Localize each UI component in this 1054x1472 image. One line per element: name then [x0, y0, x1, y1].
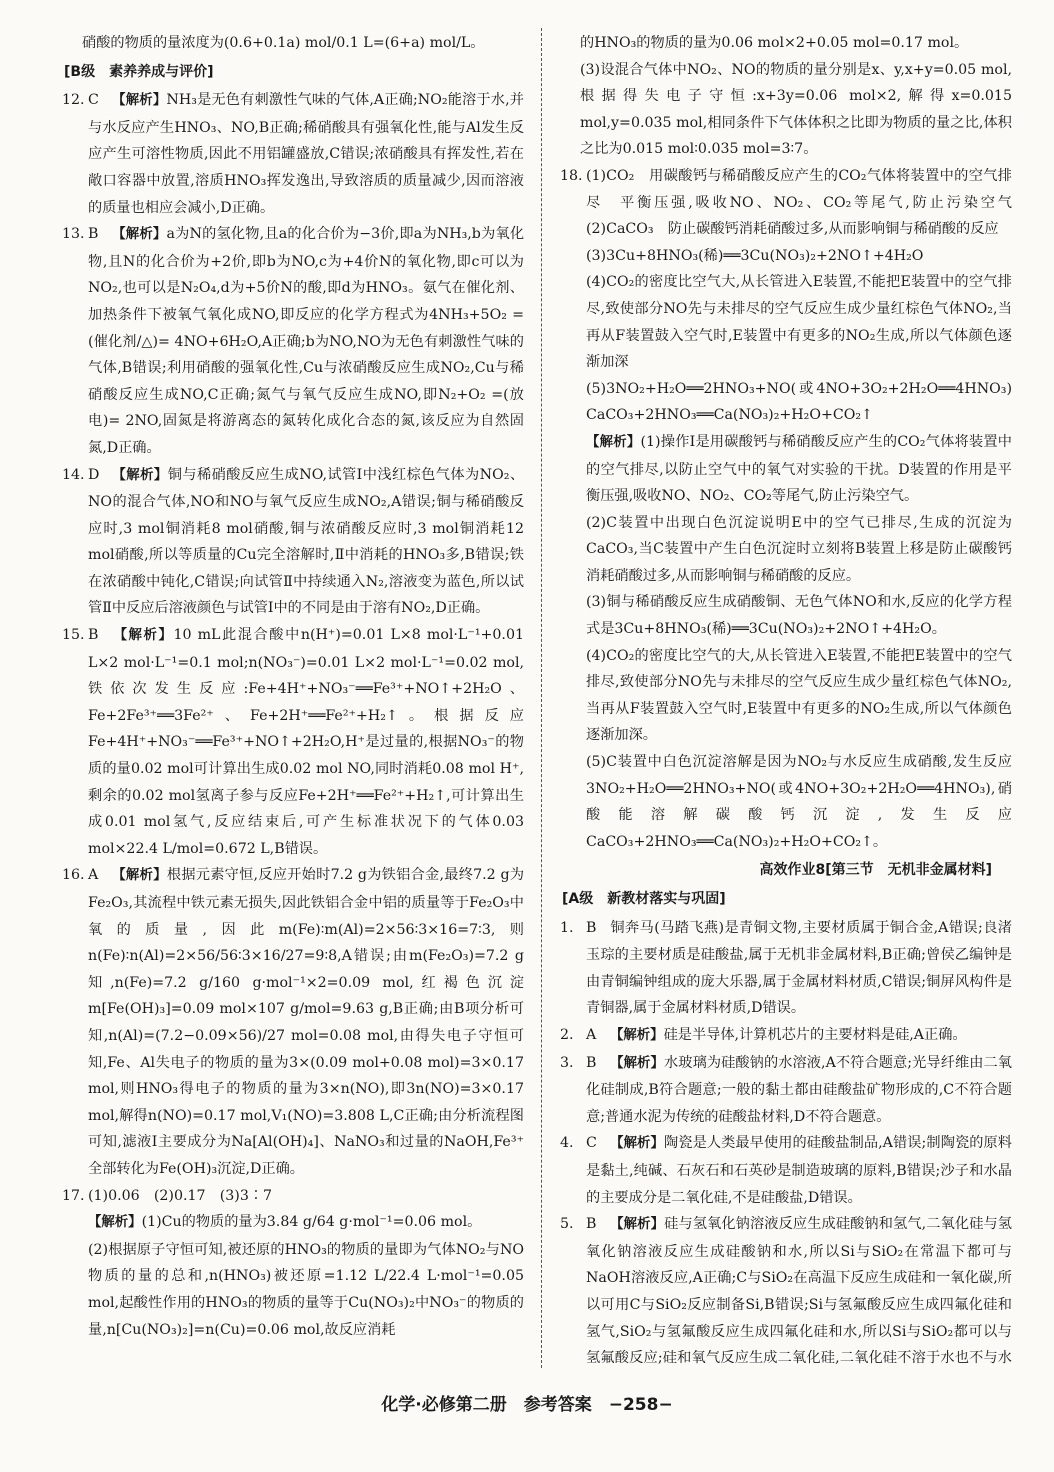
answer-item-17 [62, 1183, 524, 1344]
answer-item-3 [560, 1050, 1012, 1131]
continued-paragraph: (3)设混合气体中NO₂、NO的物质的量分别是x、y,x+y=0.05 mol,根据得失电子守恒:x+3y=0.06 mol×2,解得x=0.015 mol,y=0.035 mol,相同条件下气体体积之比即为物质的量之比,体积之比为0.015 mol∶0.035 mol=3∶7。 [580, 61, 1012, 158]
analysis-tag: 【解析】 [112, 868, 167, 884]
item-answer: B [586, 1216, 597, 1233]
explanation-part-3: (3)铜与稀硝酸反应生成硝酸铜、无色气体NO和水,反应的化学方程式是3Cu+8HNO₃(稀)══3Cu(NO₃)₂+2NO↑+4H₂O。 [586, 594, 1012, 638]
item-number: 4. [560, 1135, 574, 1152]
item-explanation: 硅与氢氧化钠溶液反应生成硅酸钠和氢气,二氧化硅与氢氧化钠溶液反应生成硅酸钠和水,所以Si与SiO₂在常温下都可与NaOH溶液反应,A正确;C与SiO₂在高温下反应生成硅和一氧化碳,所以可用C与SiO₂反应制备Si,B错误;Si与氢氟酸反应生成四氟化硅和氢气,SiO₂与氢氟酸反应生成四氟化硅和水,所以Si与SiO₂都可以与氢氟酸反应;硅和氧气反应生成二氧化硅,二氧化硅不溶于水也不与水 [586, 1216, 1012, 1367]
item-answer: B [88, 627, 99, 644]
item-answers: (1)0.06 (2)0.17 (3)3∶7 [88, 1187, 273, 1204]
item-answer: B [586, 1054, 597, 1071]
analysis-tag: 【解析】 [610, 1055, 665, 1071]
answer-part-1-2: (1)CO₂ 用碳酸钙与稀硝酸反应产生的CO₂气体将装置中的空气排尽 平衡压强,吸收NO、NO₂、CO₂等尾气,防止污染空气 (2)CaCO₃ 防止碳酸钙消耗硝酸过多,从而影响铜与稀硝酸的反应 [586, 167, 1012, 238]
item-explanation: a为N的氢化物,且a的化合价为−3价,即a为NH₃,b为氧化物,且N的化合价为+2价,即b为NO,c为+4价N的氧化物,即c可以为NO₂,也可以是N₂O₄,d为+5价N的酸,即d为HNO₃。氨气在催化剂、加热条件下被氧气氧化成NO,即反应的化学方程式为4NH₃+5O₂ =(催化剂/△)= 4NO+6H₂O,A正确;b为NO,NO为无色有刺激性气味的气体,B错误;利用硝酸的强氧化性,Cu与浓硝酸反应生成NO₂,Cu与稀硝酸反应生成NO,C正确;氮气与氧气反应生成NO,即N₂+O₂ =(放电)= 2NO,固氮是将游离态的氮转化成化合态的氮,该反应为自然固氮,D正确。 [88, 226, 524, 456]
continued-line: 的HNO₃的物质的量为0.06 mol×2+0.05 mol=0.17 mol。 [580, 35, 969, 51]
answer-part-3: (3)3Cu+8HNO₃(稀)══3Cu(NO₃)₂+2NO↑+4H₂O [586, 247, 924, 264]
item-answer: A [586, 1026, 597, 1043]
item-number: 5. [560, 1216, 574, 1233]
analysis-tag: 【解析】 [610, 1136, 665, 1152]
right-column [560, 30, 1012, 1370]
answer-part-4: (4)CO₂的密度比空气大,从长管进入E装置,不能把E装置中的空气排尽,致使部分NO先与未排尽的空气反应生成少量红棕色气体NO₂,当再从F装置鼓入空气时,E装置中有更多的NO₂生成,所以气体颜色逐渐加深 [586, 274, 1012, 371]
left-column [62, 30, 524, 1370]
answer-item-12 [62, 87, 524, 221]
analysis-tag: 【解析】 [112, 628, 174, 644]
item-number: 15. [62, 627, 85, 644]
item-number: 17. [62, 1187, 85, 1204]
analysis-tag: 【解析】 [586, 434, 641, 450]
answer-item-18 [560, 163, 1012, 855]
item-explanation: 陶瓷是人类最早使用的硅酸盐制品,A错误;制陶瓷的原料是黏土,纯碱、石灰石和石英砂是制造玻璃的原料,B错误;沙子和水晶的主要成分是二氧化硅,不是硅酸盐,D错误。 [586, 1135, 1012, 1206]
analysis-part-2: (2)根据原子守恒可知,被还原的HNO₃的物质的量即为气体NO₂与NO物质的量的总和,n(HNO₃)被还原=1.12 L/22.4 L·mol⁻¹=0.05 mol,起酸性作用的HNO₃的物质的量等于Cu(NO₃)₂中NO₃⁻的物质的量,n[Cu(NO₃)₂]=n(Cu)=0.06 mol,故反应消耗 [88, 1241, 524, 1338]
analysis-tag: 【解析】 [610, 1027, 664, 1043]
item-answer: C [586, 1135, 597, 1152]
item-answer: B [88, 226, 99, 243]
explanation-part-1: (1)操作Ⅰ是用碳酸钙与稀硝酸反应产生的CO₂气体将装置中的空气排尽,以防止空气中的氧气对实验的干扰。D装置的作用是平衡压强,吸收NO、NO₂、CO₂等尾气,防止污染空气。 [586, 433, 1012, 505]
analysis-part-1: (1)Cu的物质的量为3.84 g/64 g·mol⁻¹=0.06 mol。 [141, 1214, 482, 1231]
answer-item-14 [62, 462, 524, 623]
section-title: 高效作业8[第三节 无机非金属材料] [759, 862, 992, 879]
item-number: 3. [560, 1054, 574, 1071]
level-b-heading: [B级 素养养成与评价] [64, 63, 214, 80]
answer-item-1 [560, 915, 1012, 1022]
item-number: 14. [62, 466, 85, 483]
intro-line: 硝酸的物质的量浓度为(0.6+0.1a) mol/0.1 L=(6+a) mol/L。 [82, 35, 485, 51]
explanation-part-2: (2)C装置中出现白色沉淀说明E中的空气已排尽,生成的沉淀为CaCO₃,当C装置中产生白色沉淀时立刻将B装置上移是防止碳酸钙消耗硝酸过多,从而影响铜与稀硝酸的反应。 [586, 514, 1012, 584]
answer-item-4 [560, 1130, 1012, 1211]
explanation-part-5: (5)C装置中白色沉淀溶解是因为NO₂与水反应生成硝酸,发生反应3NO₂+H₂O══2HNO₃+NO(或4NO+3O₂+2H₂O══4HNO₃),硝酸能溶解碳酸钙沉淀,发生反应CaCO₃+2HNO₃══Ca(NO₃)₂+H₂O+CO₂↑。 [586, 754, 1012, 850]
answer-item-2 [560, 1022, 1012, 1050]
item-number: 13. [62, 226, 85, 243]
item-number: 1. [560, 919, 574, 936]
level-a-heading: [A级 新教材落实与巩固] [562, 891, 726, 907]
answer-item-15 [62, 622, 524, 862]
analysis-tag: 【解析】 [610, 1217, 665, 1233]
item-explanation: 水玻璃为硅酸钠的水溶液,A不符合题意;光导纤维由二氧化硅制成,B符合题意;一般的黏土都由硅酸盐矿物形成的,C不符合题意;普通水泥为传统的硅酸盐材料,D不符合题意。 [586, 1054, 1012, 1125]
item-answer: D [88, 466, 100, 483]
analysis-tag: 【解析】 [112, 467, 168, 483]
analysis-tag: 【解析】 [112, 227, 167, 243]
item-number: 18. [560, 167, 583, 184]
explanation-part-4: (4)CO₂的密度比空气的大,从长管进入E装置,不能把E装置中的空气排尽,致使部分NO先与未排尽的空气反应生成少量红棕色气体NO₂,当再从F装置鼓入空气时,E装置中有更多的NO₂生成,所以气体颜色逐渐加深。 [586, 647, 1012, 744]
item-answer: A [88, 867, 99, 884]
page-footer: 化学·必修第二册 参考答案 −258− [381, 1395, 673, 1415]
item-explanation: 根据元素守恒,反应开始时7.2 g为铁铝合金,最终7.2 g为Fe₂O₃,其流程中铁元素无损失,因此铁铝合金中铝的质量等于Fe₂O₃中氧的质量,因此m(Fe)∶m(Al)=2×56∶3×16=7∶3,则n(Fe)∶n(Al)=2×56/56∶3×16/27=9∶8,A错误;由m(Fe₂O₃)=7.2 g知,n(Fe)=7.2 g/160 g·mol⁻¹×2=0.09 mol,红褐色沉淀m[Fe(OH)₃]=0.09 mol×107 g/mol=9.63 g,B正确;由B项分析可知,n(Al)=(7.2−0.09×56)/27 mol=0.08 mol,由得失电子守恒可知,Fe、Al失电子的物质的量为3×(0.09 mol+0.08 mol)=3×0.17 mol,则HNO₃得电子的物质的量为3×n(NO),即3n(NO)=3×0.17 mol,解得n(NO)=0.17 mol,V₁(NO)=3.808 L,C正确;由分析流程图可知,滤液Ⅰ主要成分为Na[Al(OH)₄]、NaNO₃和过量的NaOH,Fe³⁺全部转化为Fe(OH)₃沉淀,D正确。 [88, 867, 524, 1177]
answer-item-16 [62, 862, 524, 1182]
item-explanation: 硅是半导体,计算机芯片的主要材料是硅,A正确。 [663, 1026, 967, 1043]
analysis-tag: 【解析】 [88, 1215, 142, 1231]
column-divider [541, 28, 542, 1368]
answer-item-5 [560, 1211, 1012, 1370]
item-number: 2. [560, 1026, 574, 1043]
answer-item-13 [62, 221, 524, 461]
item-answer: C [88, 92, 99, 109]
item-number: 16. [62, 867, 85, 884]
answer-part-5: (5)3NO₂+H₂O══2HNO₃+NO(或4NO+3O₂+2H₂O══4HNO₃) CaCO₃+2HNO₃══Ca(NO₃)₂+H₂O+CO₂↑ [586, 380, 1012, 424]
item-explanation: 铜与稀硝酸反应生成NO,试管Ⅰ中浅红棕色气体为NO₂、NO的混合气体,NO和NO与氧气反应生成NO₂,A错误;铜与稀硝酸反应时,3 mol铜消耗8 mol硝酸,铜与浓硝酸反应时,3 mol铜消耗12 mol硝酸,所以等质量的Cu完全溶解时,Ⅱ中消耗的HNO₃多,B错误;铁在浓硝酸中钝化,C错误;向试管Ⅱ中持续通入N₂,溶液变为蓝色,所以试管Ⅱ中反应后溶液颜色与试管Ⅰ中的不同是由于溶有NO₂,D正确。 [88, 466, 524, 617]
item-explanation: 铜奔马(马踏飞燕)是青铜文物,主要材质属于铜合金,A错误;良渚玉琮的主要材质是硅酸盐,属于无机非金属材料,B正确;曾侯乙编钟是由青铜编钟组成的庞大乐器,属于金属材料材质,C错误;铜屏风构件是青铜器,属于金属材料材质,D错误。 [586, 919, 1012, 1017]
analysis-tag: 【解析】 [112, 93, 167, 109]
item-answer: B [586, 919, 597, 936]
item-explanation: NH₃是无色有刺激性气味的气体,A正确;NO₂能溶于水,并与水反应产生HNO₃、NO,B正确;稀硝酸具有强氧化性,能与Al发生反应产生可溶性物质,因此不用铝罐盛放,C错误;浓硝酸具有挥发性,若在敞口容器中放置,溶质HNO₃挥发逸出,导致溶质的质量减少,因而溶液的质量也相应会减小,D正确。 [88, 92, 524, 216]
item-number: 12. [62, 92, 85, 109]
item-explanation: 10 mL此混合酸中n(H⁺)=0.01 L×8 mol·L⁻¹+0.01 L×2 mol·L⁻¹=0.1 mol;n(NO₃⁻)=0.01 L×2 mol·L⁻¹=0.02 mol,铁依次发生反应:Fe+4H⁺+NO₃⁻══Fe³⁺+NO↑+2H₂O、Fe+2Fe³⁺══3Fe²⁺、Fe+2H⁺══Fe²⁺+H₂↑。根据反应Fe+4H⁺+NO₃⁻══Fe³⁺+NO↑+2H₂O,H⁺是过量的,根据NO₃⁻的物质的量0.02 mol可计算出生成0.02 mol NO,同时消耗0.08 mol H⁺,剩余的0.02 mol氢离子参与反应Fe+2H⁺══Fe²⁺+H₂↑,可计算出生成0.01 mol氢气,反应结束后,可产生标准状况下的气体0.03 mol×22.4 L/mol=0.672 L,B错误。 [88, 627, 524, 857]
